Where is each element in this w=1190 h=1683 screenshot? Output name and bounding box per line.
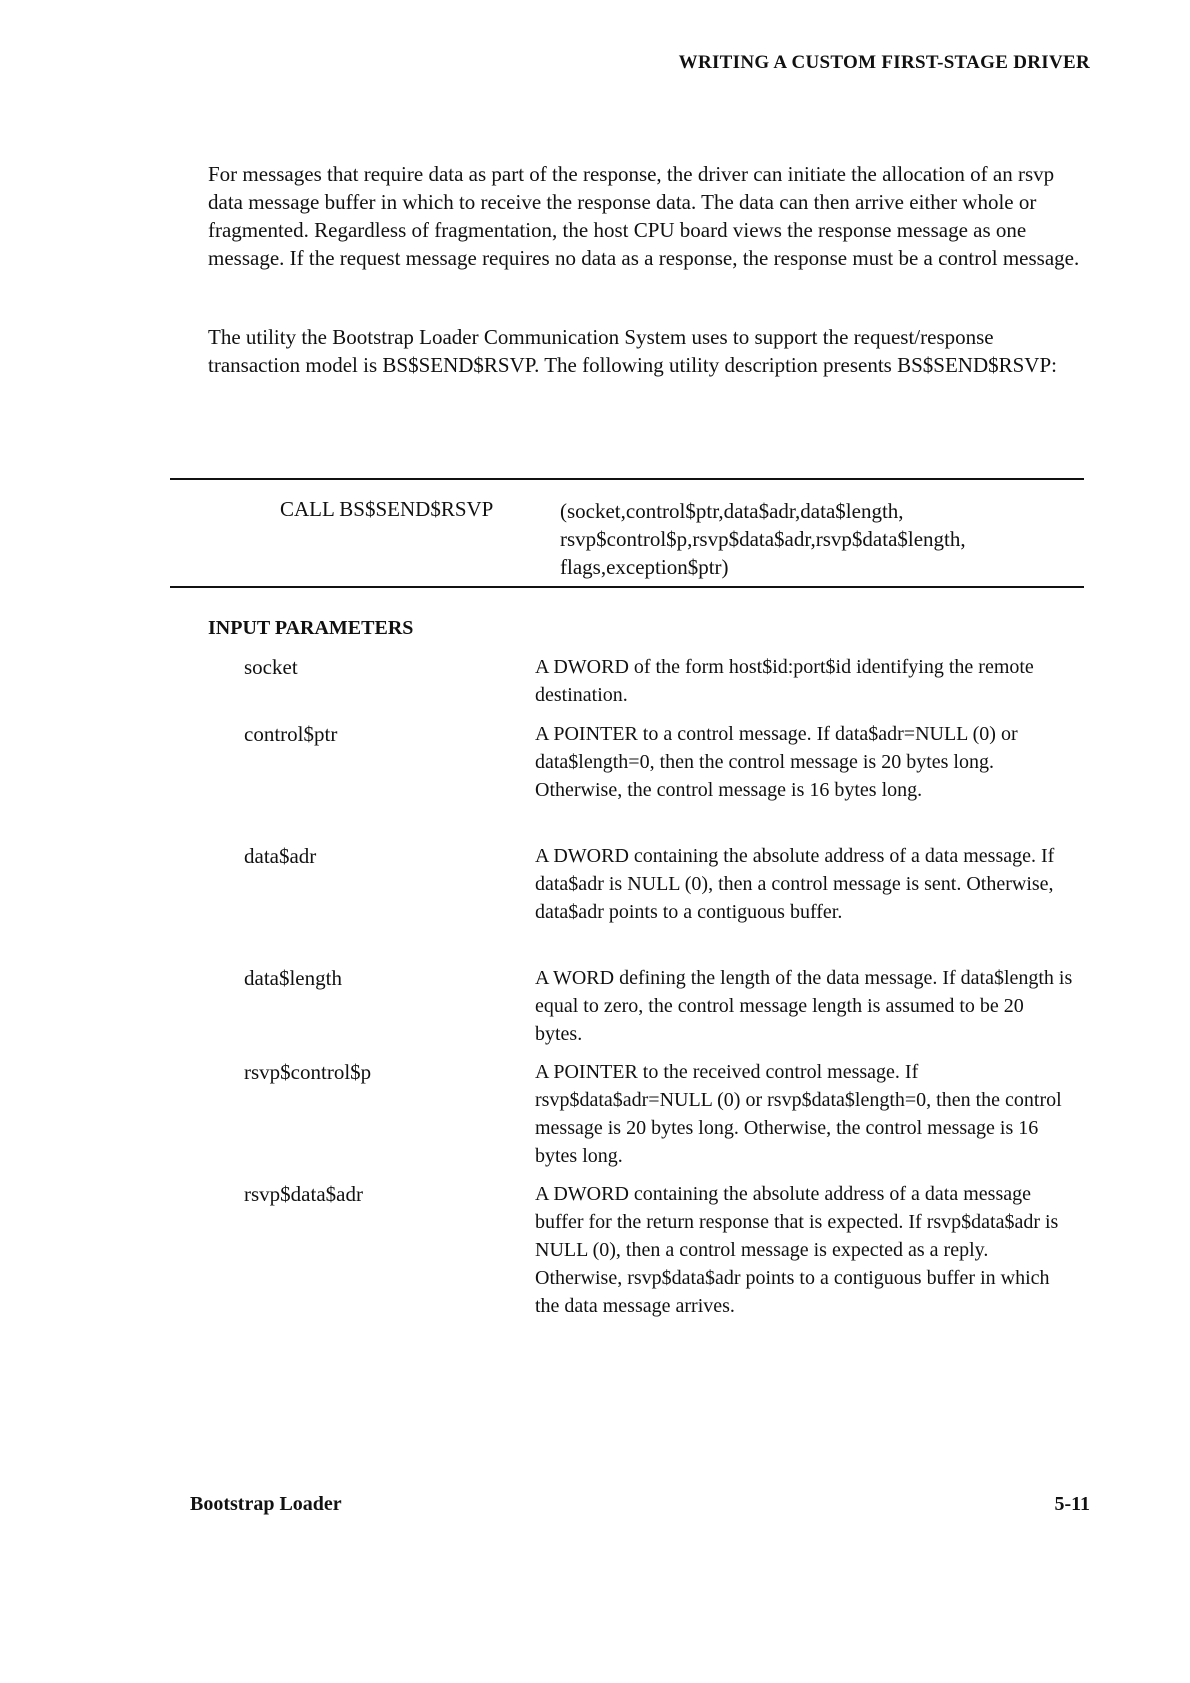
param-description: A DWORD of the form host$id:port$id identifying the remote destination. xyxy=(535,656,1034,706)
param-name: data$length xyxy=(244,966,342,990)
param-description: A DWORD containing the absolute address of a data message. If data$adr is NULL (0), then a control message is sent. Otherwise, data$adr points to a contiguous buffer. xyxy=(535,845,1055,923)
call-args-line-2: rsvp$control$p,rsvp$data$adr,rsvp$data$length, xyxy=(560,527,966,551)
param-description: A POINTER to the received control message. If rsvp$data$adr=NULL (0) or rsvp$data$length=0, then the control message is 20 bytes long. Otherwise, the control message is 16 bytes long. xyxy=(535,1061,1062,1167)
running-head: WRITING A CUSTOM FIRST-STAGE DRIVER xyxy=(678,52,1090,73)
param-description: A POINTER to a control message. If data$adr=NULL (0) or data$length=0, then the control message is 20 bytes long. Otherwise, the control message is 16 bytes long. xyxy=(535,723,1018,801)
call-args-line-1: (socket,control$ptr,data$adr,data$length, xyxy=(560,499,904,523)
param-description: A WORD defining the length of the data message. If data$length is equal to zero, the control message length is assumed to be 20 bytes. xyxy=(535,967,1073,1045)
footer-title: Bootstrap Loader xyxy=(190,1493,342,1515)
body-paragraph-1: For messages that require data as part of the response, the driver can initiate the allocation of an rsvp data message buffer in which to receive the response data. The data can then arrive either whole or fragmented. Regardless of fragmentation, the host CPU board views the response message as one message. If the request message requires no data as a response, the response must be a control message. xyxy=(208,162,1080,270)
param-description: A DWORD containing the absolute address of a data message buffer for the return response that is expected. If rsvp$data$adr is NULL (0), then a control message is expected as a reply. Otherwise, rsvp$data$adr points to a contiguous buffer in which the data message arrives. xyxy=(535,1183,1059,1317)
param-name: control$ptr xyxy=(244,722,338,746)
body-paragraph-2: The utility the Bootstrap Loader Communication System uses to support the request/response transaction model is BS$SEND$RSVP. The following utility description presents BS$SEND$RSVP: xyxy=(208,325,1057,377)
call-name: CALL BS$SEND$RSVP xyxy=(280,497,494,521)
call-arguments xyxy=(560,497,1080,581)
page-number: 5-11 xyxy=(1054,1493,1090,1515)
param-name: socket xyxy=(244,655,298,679)
param-name: rsvp$data$adr xyxy=(244,1182,363,1206)
call-box-top-rule xyxy=(170,478,1084,480)
param-name: data$adr xyxy=(244,844,317,868)
input-parameters-heading: INPUT PARAMETERS xyxy=(208,617,414,639)
call-args-line-3: flags,exception$ptr) xyxy=(560,555,729,579)
param-name: rsvp$control$p xyxy=(244,1060,372,1084)
call-box-bottom-rule xyxy=(170,586,1084,588)
